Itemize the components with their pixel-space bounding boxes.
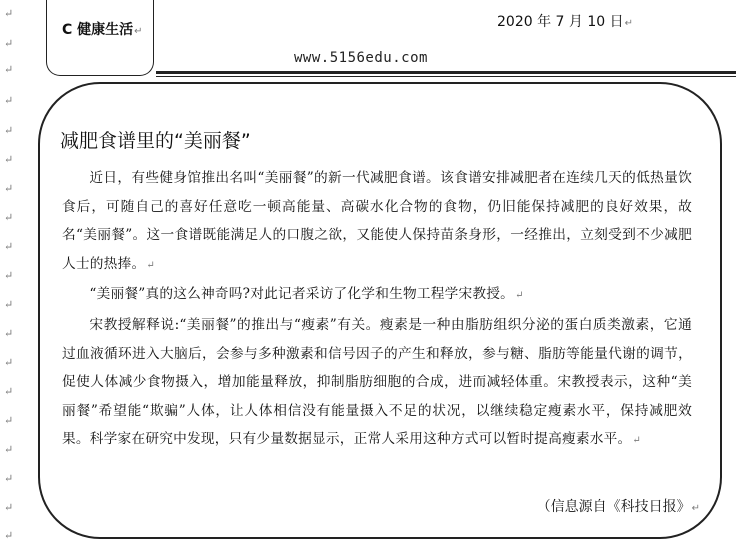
paragraph-mark: ↵ [4,153,14,166]
paragraph-mark: ↵ [632,435,641,447]
website-url: www.5156edu.com [294,50,428,66]
column-title [62,19,143,39]
paragraph-text: 近日，有些健身馆推出名叫“美丽餐”的新一代减肥食谱。该食谱安排减肥者在连续几天的低热量饮食后，可随自己的喜好任意吃一顿高能量、高碳水化合物的食物，仍旧能保持减肥的良好效果，故名“美丽餐”。这一食谱既能满足人的口腹之欲，又能使人保持苗条身形，一经推出，立刻受到不少减肥人士的热捧。 [62,170,692,272]
paragraph-mark: ↵ [691,503,700,514]
paragraph-mark: ↵ [4,269,14,282]
article-paragraph [62,280,692,311]
article-body [62,164,692,456]
paragraph-text: “美丽餐”真的这么神奇吗?对此记者采访了化学和生物工程学宋教授。 [89,286,515,303]
header-divider [156,71,736,77]
issue-date-text: 2020 年 7 月 10 日 [497,14,624,30]
paragraph-text: 宋教授解释说:“美丽餐”的推出与“瘦素”有关。瘦素是一种由脂肪组织分泌的蛋白质类激素，它通过血液循环进入大脑后，会参与多种激素和信号因子的产生和释放，参与糖、脂肪等能量代谢的调节，促使人体减少食物摄入，增加能量释放，抑制脂肪细胞的合成，进而减轻体重。宋教授表示，这种“美丽餐”希望能“欺骗”人体，让人体相信没有能量摄入不足的状况，以继续稳定瘦素水平，保持减肥效果。科学家在研究中发现，只有少量数据显示，正常人采用这种方式可以暂时提高瘦素水平。 [62,316,692,448]
paragraph-mark: ↵ [134,26,143,37]
paragraph-mark: ↵ [4,94,14,107]
paragraph-mark: ↵ [4,211,14,224]
paragraph-mark: ↵ [4,385,14,398]
paragraph-mark: ↵ [4,182,14,195]
margin-paragraph-marks [4,0,18,547]
article-paragraph [62,164,692,280]
article-paragraph [62,311,692,456]
article-headline: 减肥食谱里的“美丽餐” [60,130,251,152]
paragraph-mark: ↵ [4,7,14,20]
issue-date [497,11,633,31]
paragraph-mark: ↵ [4,356,14,369]
paragraph-mark: ↵ [4,414,14,427]
paragraph-mark: ↵ [146,259,155,271]
paragraph-mark: ↵ [624,18,633,29]
paragraph-mark: ↵ [4,63,14,76]
paragraph-mark: ↵ [4,124,14,137]
paragraph-mark: ↵ [4,298,14,311]
paragraph-mark: ↵ [4,501,14,514]
article-source-text: （信息源自《科技日报》 [536,499,691,515]
paragraph-mark: ↵ [4,443,14,456]
paragraph-mark: ↵ [515,290,524,302]
column-title-text: C 健康生活 [62,22,134,38]
paragraph-mark: ↵ [4,472,14,485]
article-source [537,496,700,516]
paragraph-mark: ↵ [4,327,14,340]
paragraph-mark: ↵ [4,240,14,253]
paragraph-mark: ↵ [4,37,14,50]
paragraph-mark: ↵ [4,529,14,542]
column-label-box [46,0,154,76]
